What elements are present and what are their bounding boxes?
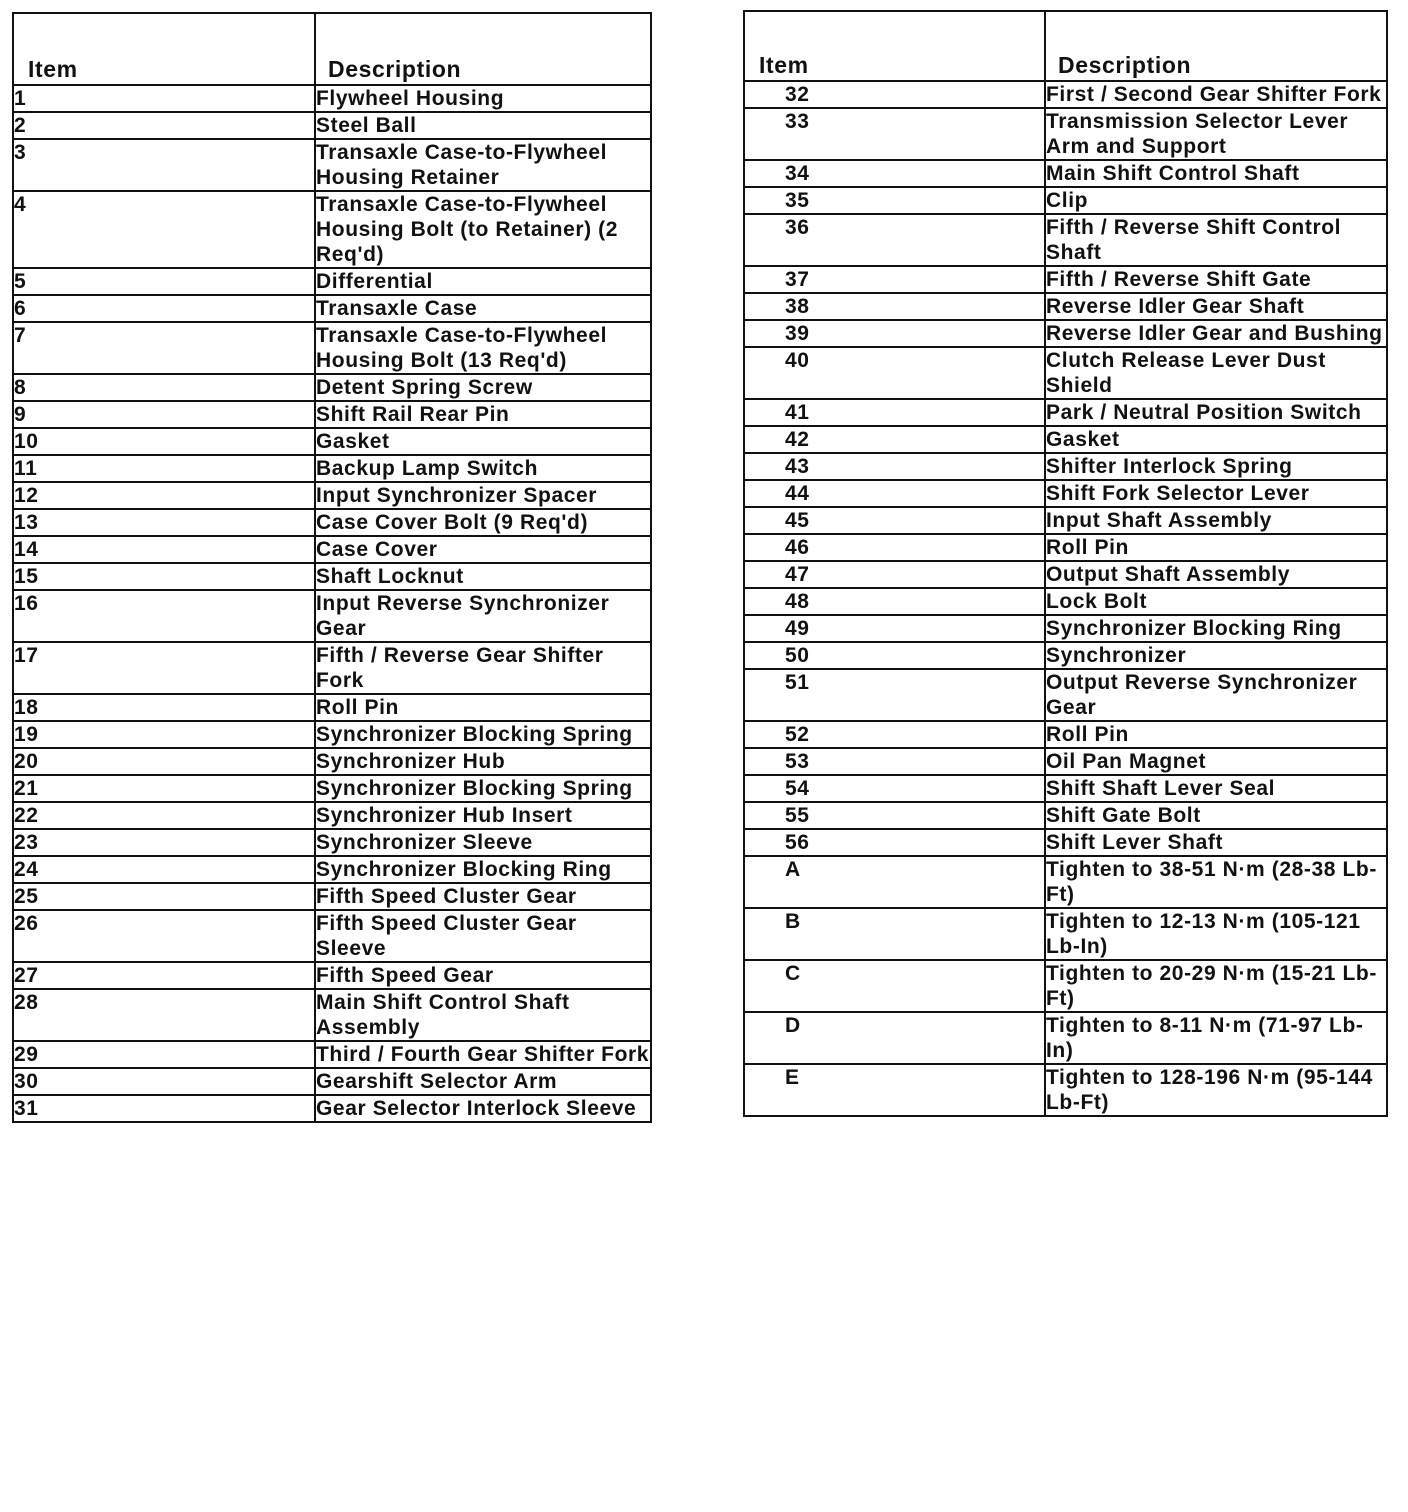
item-description: Gear Selector Interlock Sleeve (315, 1095, 651, 1122)
table-row (744, 802, 1387, 829)
item-description: Synchronizer Blocking Spring (315, 775, 651, 802)
table-row (744, 588, 1387, 615)
item-number: 20 (13, 748, 315, 775)
table-row (744, 561, 1387, 588)
table-row (13, 455, 651, 482)
item-description: Synchronizer Hub Insert (315, 802, 651, 829)
table-row (13, 590, 651, 642)
item-description: Tighten to 128-196 N·m (95-144 Lb-Ft) (1045, 1064, 1387, 1116)
item-number: 26 (13, 910, 315, 962)
item-number: 1 (13, 85, 315, 112)
item-description: Shift Fork Selector Lever (1045, 480, 1387, 507)
item-description: Shaft Locknut (315, 563, 651, 590)
item-number: 5 (13, 268, 315, 295)
table-row (744, 908, 1387, 960)
table-row (13, 962, 651, 989)
item-description: Input Synchronizer Spacer (315, 482, 651, 509)
item-description: Lock Bolt (1045, 588, 1387, 615)
item-description: Reverse Idler Gear and Bushing (1045, 320, 1387, 347)
item-number: 21 (13, 775, 315, 802)
table-row (744, 960, 1387, 1012)
table-row (13, 883, 651, 910)
item-number: A (744, 856, 1045, 908)
item-number: 56 (744, 829, 1045, 856)
item-description: Tighten to 8-11 N·m (71-97 Lb-In) (1045, 1012, 1387, 1064)
table-row (13, 374, 651, 401)
item-number: 19 (13, 721, 315, 748)
item-description: Park / Neutral Position Switch (1045, 399, 1387, 426)
table-row (744, 721, 1387, 748)
table-row (744, 399, 1387, 426)
table-row (744, 187, 1387, 214)
item-description: Flywheel Housing (315, 85, 651, 112)
item-number: E (744, 1064, 1045, 1116)
item-number: 48 (744, 588, 1045, 615)
item-description: Differential (315, 268, 651, 295)
table-row (13, 856, 651, 883)
table-row (13, 139, 651, 191)
item-number: 46 (744, 534, 1045, 561)
item-description: Input Reverse Synchronizer Gear (315, 590, 651, 642)
item-description: Detent Spring Screw (315, 374, 651, 401)
item-number: 34 (744, 160, 1045, 187)
item-description: Backup Lamp Switch (315, 455, 651, 482)
item-number: 37 (744, 266, 1045, 293)
item-description: Transaxle Case-to-Flywheel Housing Retainer (315, 139, 651, 191)
table-row (13, 401, 651, 428)
item-number: 55 (744, 802, 1045, 829)
table-row (744, 748, 1387, 775)
item-column-header: Item (13, 13, 315, 85)
table-row (744, 480, 1387, 507)
item-description: Tighten to 12-13 N·m (105-121 Lb-In) (1045, 908, 1387, 960)
item-number: 15 (13, 563, 315, 590)
table-row (13, 85, 651, 112)
table-row (13, 642, 651, 694)
table-row (13, 1041, 651, 1068)
item-description: Roll Pin (315, 694, 651, 721)
table-row (13, 1095, 651, 1122)
table-row (13, 268, 651, 295)
item-number: 16 (13, 590, 315, 642)
table-row (744, 108, 1387, 160)
table-row (13, 1068, 651, 1095)
item-description: Clip (1045, 187, 1387, 214)
table-row (744, 1064, 1387, 1116)
table-row (744, 453, 1387, 480)
parts-table-right (743, 10, 1388, 1117)
item-number: 30 (13, 1068, 315, 1095)
item-number: 33 (744, 108, 1045, 160)
table-row (13, 989, 651, 1041)
item-number: 52 (744, 721, 1045, 748)
item-description: Third / Fourth Gear Shifter Fork (316, 1043, 650, 1066)
item-number: 13 (13, 509, 315, 536)
item-description: Fifth / Reverse Gear Shifter Fork (315, 642, 651, 694)
item-number: C (744, 960, 1045, 1012)
item-number: 8 (13, 374, 315, 401)
description-column-header: Description (315, 13, 651, 85)
item-number: 3 (13, 139, 315, 191)
item-description: Output Reverse Synchronizer Gear (1045, 669, 1387, 721)
table-row (13, 322, 651, 374)
item-number: 2 (13, 112, 315, 139)
item-description: Gasket (315, 428, 651, 455)
item-description: Synchronizer (1045, 642, 1387, 669)
table-row (744, 293, 1387, 320)
item-description: Synchronizer Hub (315, 748, 651, 775)
table-row (744, 347, 1387, 399)
table-row (13, 563, 651, 590)
table-row (744, 266, 1387, 293)
item-number: 12 (13, 482, 315, 509)
item-number: 10 (13, 428, 315, 455)
table-row (13, 428, 651, 455)
item-description: Transaxle Case (315, 295, 651, 322)
item-description: Reverse Idler Gear Shaft (1045, 293, 1387, 320)
table-row (13, 748, 651, 775)
table-row (744, 214, 1387, 266)
item-number: 22 (13, 802, 315, 829)
table-row (744, 775, 1387, 802)
item-number: 36 (744, 214, 1045, 266)
item-number: 7 (13, 322, 315, 374)
item-number: 25 (13, 883, 315, 910)
table-row (744, 534, 1387, 561)
item-description: Roll Pin (1045, 721, 1387, 748)
item-number: 29 (13, 1041, 315, 1068)
table-row (744, 669, 1387, 721)
table-row (13, 509, 651, 536)
item-description: Synchronizer Sleeve (315, 829, 651, 856)
item-description: Clutch Release Lever Dust Shield (1045, 347, 1387, 399)
item-number: 42 (744, 426, 1045, 453)
table-row (13, 191, 651, 268)
item-number: 17 (13, 642, 315, 694)
item-number: 53 (744, 748, 1045, 775)
table-row (13, 775, 651, 802)
item-description: Transmission Selector Lever Arm and Support (1045, 108, 1387, 160)
item-description: Case Cover (315, 536, 651, 563)
item-description: Input Shaft Assembly (1045, 507, 1387, 534)
item-number: 31 (13, 1095, 315, 1122)
item-number: 11 (13, 455, 315, 482)
item-number: 47 (744, 561, 1045, 588)
table-row (744, 507, 1387, 534)
item-description: Gasket (1045, 426, 1387, 453)
item-description: Oil Pan Magnet (1045, 748, 1387, 775)
item-description: Fifth Speed Cluster Gear (315, 883, 651, 910)
item-number: 18 (13, 694, 315, 721)
table-row (13, 536, 651, 563)
item-number: B (744, 908, 1045, 960)
item-description: Tighten to 20-29 N·m (15-21 Lb-Ft) (1045, 960, 1387, 1012)
item-description: Shift Lever Shaft (1045, 829, 1387, 856)
item-number: 24 (13, 856, 315, 883)
item-number: 45 (744, 507, 1045, 534)
item-number: 14 (13, 536, 315, 563)
item-description: Shift Rail Rear Pin (315, 401, 651, 428)
table-row (744, 320, 1387, 347)
item-description: Main Shift Control Shaft Assembly (315, 989, 651, 1041)
item-description: Fifth Speed Cluster Gear Sleeve (315, 910, 651, 962)
item-description: Tighten to 38-51 N·m (28-38 Lb-Ft) (1045, 856, 1387, 908)
table-row (13, 829, 651, 856)
item-column-header: Item (744, 11, 1045, 81)
table-row (744, 1012, 1387, 1064)
item-description: Case Cover Bolt (9 Req'd) (315, 509, 651, 536)
item-description: Roll Pin (1045, 534, 1387, 561)
left-table-body (13, 85, 651, 1122)
item-description: Fifth / Reverse Shift Control Shaft (1045, 214, 1387, 266)
item-number: 27 (13, 962, 315, 989)
item-description: Main Shift Control Shaft (1045, 160, 1387, 187)
item-description: Fifth / Reverse Shift Gate (1045, 266, 1387, 293)
item-number: 4 (13, 191, 315, 268)
item-description: Output Shaft Assembly (1045, 561, 1387, 588)
item-number: D (744, 1012, 1045, 1064)
item-description: Shifter Interlock Spring (1045, 453, 1387, 480)
header-row (13, 13, 651, 85)
item-number: 9 (13, 401, 315, 428)
header-row (744, 11, 1387, 81)
item-description: Synchronizer Blocking Spring (315, 721, 651, 748)
item-number: 39 (744, 320, 1045, 347)
item-number: 35 (744, 187, 1045, 214)
description-column-header: Description (1045, 11, 1387, 81)
item-number: 32 (744, 81, 1045, 108)
item-number: 49 (744, 615, 1045, 642)
table-row (744, 615, 1387, 642)
item-number: 54 (744, 775, 1045, 802)
item-description: Synchronizer Blocking Ring (1045, 615, 1387, 642)
item-number: 6 (13, 295, 315, 322)
item-description: First / Second Gear Shifter Fork (1045, 81, 1387, 108)
item-description: Transaxle Case-to-Flywheel Housing Bolt (to Retainer) (2 Req'd) (315, 191, 651, 268)
item-number: 38 (744, 293, 1045, 320)
item-description: Steel Ball (315, 112, 651, 139)
table-row (13, 694, 651, 721)
item-number: 28 (13, 989, 315, 1041)
table-row (744, 426, 1387, 453)
item-description: Shift Gate Bolt (1045, 802, 1387, 829)
item-description: Gearshift Selector Arm (315, 1068, 651, 1095)
item-description: Fifth Speed Gear (315, 962, 651, 989)
item-number: 41 (744, 399, 1045, 426)
table-row (13, 295, 651, 322)
table-row (744, 856, 1387, 908)
table-row (744, 642, 1387, 669)
table-row (13, 482, 651, 509)
item-number: 51 (744, 669, 1045, 721)
item-number: 40 (744, 347, 1045, 399)
item-number: 23 (13, 829, 315, 856)
table-row (13, 112, 651, 139)
table-row (744, 160, 1387, 187)
right-table-body (744, 81, 1387, 1116)
table-row (744, 81, 1387, 108)
table-row (13, 721, 651, 748)
item-number: 50 (744, 642, 1045, 669)
item-description: Transaxle Case-to-Flywheel Housing Bolt (13 Req'd) (315, 322, 651, 374)
table-row (744, 829, 1387, 856)
item-description: Synchronizer Blocking Ring (315, 856, 651, 883)
table-row (13, 910, 651, 962)
parts-table-left (12, 12, 652, 1123)
table-row (13, 802, 651, 829)
item-number: 43 (744, 453, 1045, 480)
item-number: 44 (744, 480, 1045, 507)
item-description: Shift Shaft Lever Seal (1045, 775, 1387, 802)
